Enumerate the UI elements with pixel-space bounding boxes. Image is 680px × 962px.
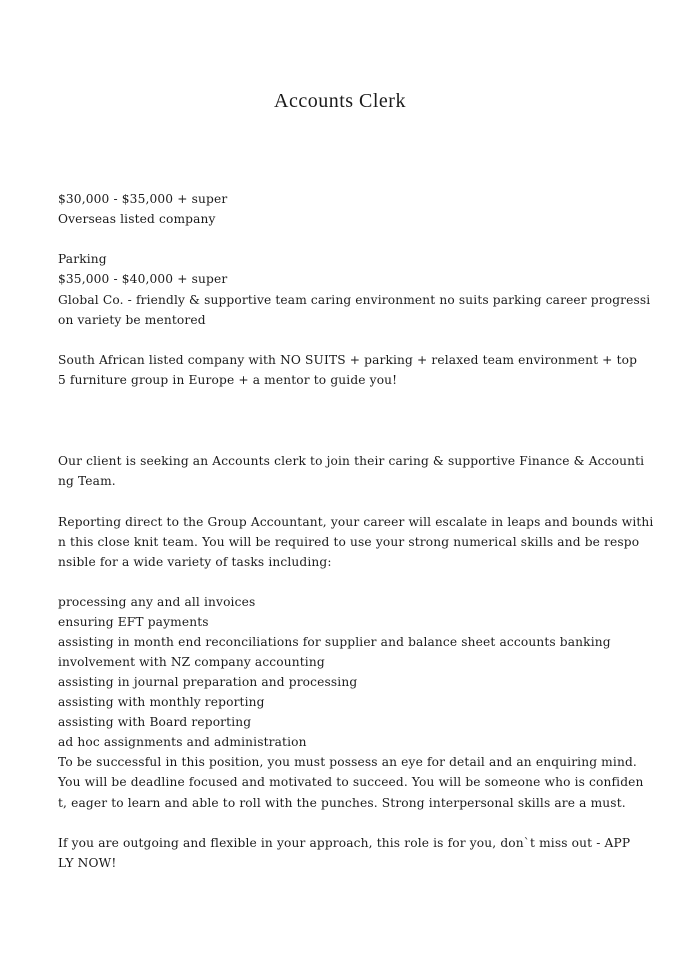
page-title: Accounts Clerk [274,90,406,112]
list-item: ad hoc assignments and administration [58,735,307,749]
text-line: ng Team. [58,474,116,488]
text-line: If you are outgoing and flexible in your approach, this role is for you, don`t miss out - APP [58,836,631,850]
list-item: ensuring EFT payments [58,615,209,629]
list-item: involvement with NZ company accounting [58,655,325,669]
text-line: Global Co. - friendly & supportive team caring environment no suits parking career progressi [58,293,651,307]
text-line: Reporting direct to the Group Accountant, your career will escalate in leaps and bounds withi [58,515,654,529]
text-line: LY NOW! [58,856,117,870]
text-line: $30,000 - $35,000 + super [58,192,228,206]
list-item: assisting in journal preparation and processing [58,675,358,689]
text-line: $35,000 - $40,000 + super [58,272,228,286]
list-item: assisting in month end reconciliations for supplier and balance sheet accounts banking [58,635,611,649]
text-line: You will be deadline focused and motivated to succeed. You will be someone who is confiden [58,775,644,789]
text-line: South African listed company with NO SUITS + parking + relaxed team environment + top [58,353,638,367]
list-item: assisting with Board reporting [58,715,252,729]
text-line: 5 furniture group in Europe + a mentor to guide you! [58,373,398,387]
text-line: t, eager to learn and able to roll with the punches. Strong interpersonal skills are a must. [58,796,626,810]
text-line: Our client is seeking an Accounts clerk to join their caring & supportive Finance & Accounti [58,454,645,468]
text-line: on variety be mentored [58,313,206,327]
list-item: assisting with monthly reporting [58,695,265,709]
text-line: Parking [58,252,107,266]
list-item: processing any and all invoices [58,595,256,609]
text-line: n this close knit team. You will be required to use your strong numerical skills and be respo [58,535,640,549]
text-line: To be successful in this position, you must possess an eye for detail and an enquiring mind. [58,755,637,769]
text-line: nsible for a wide variety of tasks including: [58,555,332,569]
text-line: Overseas listed company [58,212,216,226]
